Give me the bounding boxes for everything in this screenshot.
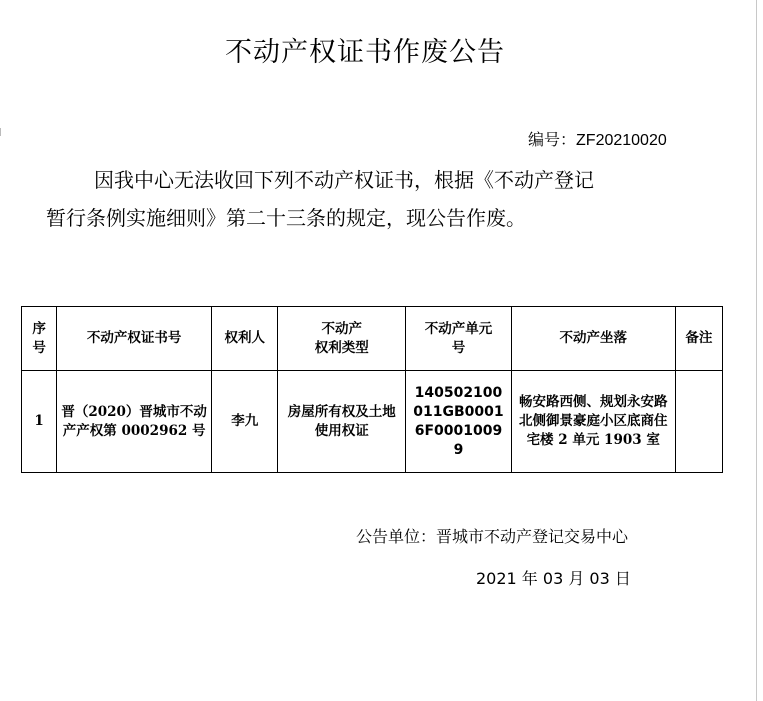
cell-location: 畅安路西侧、规划永安路北侧御景豪庭小区底商住宅楼 2 单元 1903 室 [511,371,675,473]
header-right-type-line2: 权利类型 [314,339,369,356]
header-unit-no [406,307,512,371]
page-title: 不动产权证书作废公告 [225,37,505,68]
cell-right-type: 房屋所有权及土地使用权证 [278,371,406,473]
header-holder: 权利人 [212,307,278,371]
cell-holder: 李九 [212,371,278,473]
cell-remark [675,371,722,473]
document-number-value: ZF20210020 [576,132,667,149]
header-seq: 序号 [22,307,57,371]
issue-date: 2021 年 03 月 03 日 [476,569,631,588]
cell-seq: 1 [22,371,57,473]
header-unit-no-line1: 不动产单元 [424,320,493,337]
header-right-type [278,307,406,371]
document-number [528,127,667,150]
header-unit-no-line2: 号 [451,339,466,356]
header-remark: 备注 [675,307,722,371]
margin-mark [0,128,4,136]
header-location: 不动产坐落 [511,307,675,371]
table-header-row [22,307,723,371]
header-right-type-line1: 不动产 [321,320,363,337]
table-row [22,371,723,473]
page-edge-line [756,0,757,701]
certificate-table [21,306,723,473]
body-line-1: 因我中心无法收回下列不动产权证书，根据《不动产登记 [94,168,594,192]
body-line-2: 暂行条例实施细则》第二十三条的规定，现公告作废。 [46,206,526,230]
header-cert-no: 不动产权证书号 [57,307,212,371]
issuing-unit: 公告单位：晋城市不动产登记交易中心 [356,527,629,546]
cell-unit-no: 140502100011GB00016F00010099 [406,371,512,473]
document-number-label: 编号： [528,132,577,149]
cell-cert-no: 晋（2020）晋城市不动产产权第 0002962 号 [57,371,212,473]
